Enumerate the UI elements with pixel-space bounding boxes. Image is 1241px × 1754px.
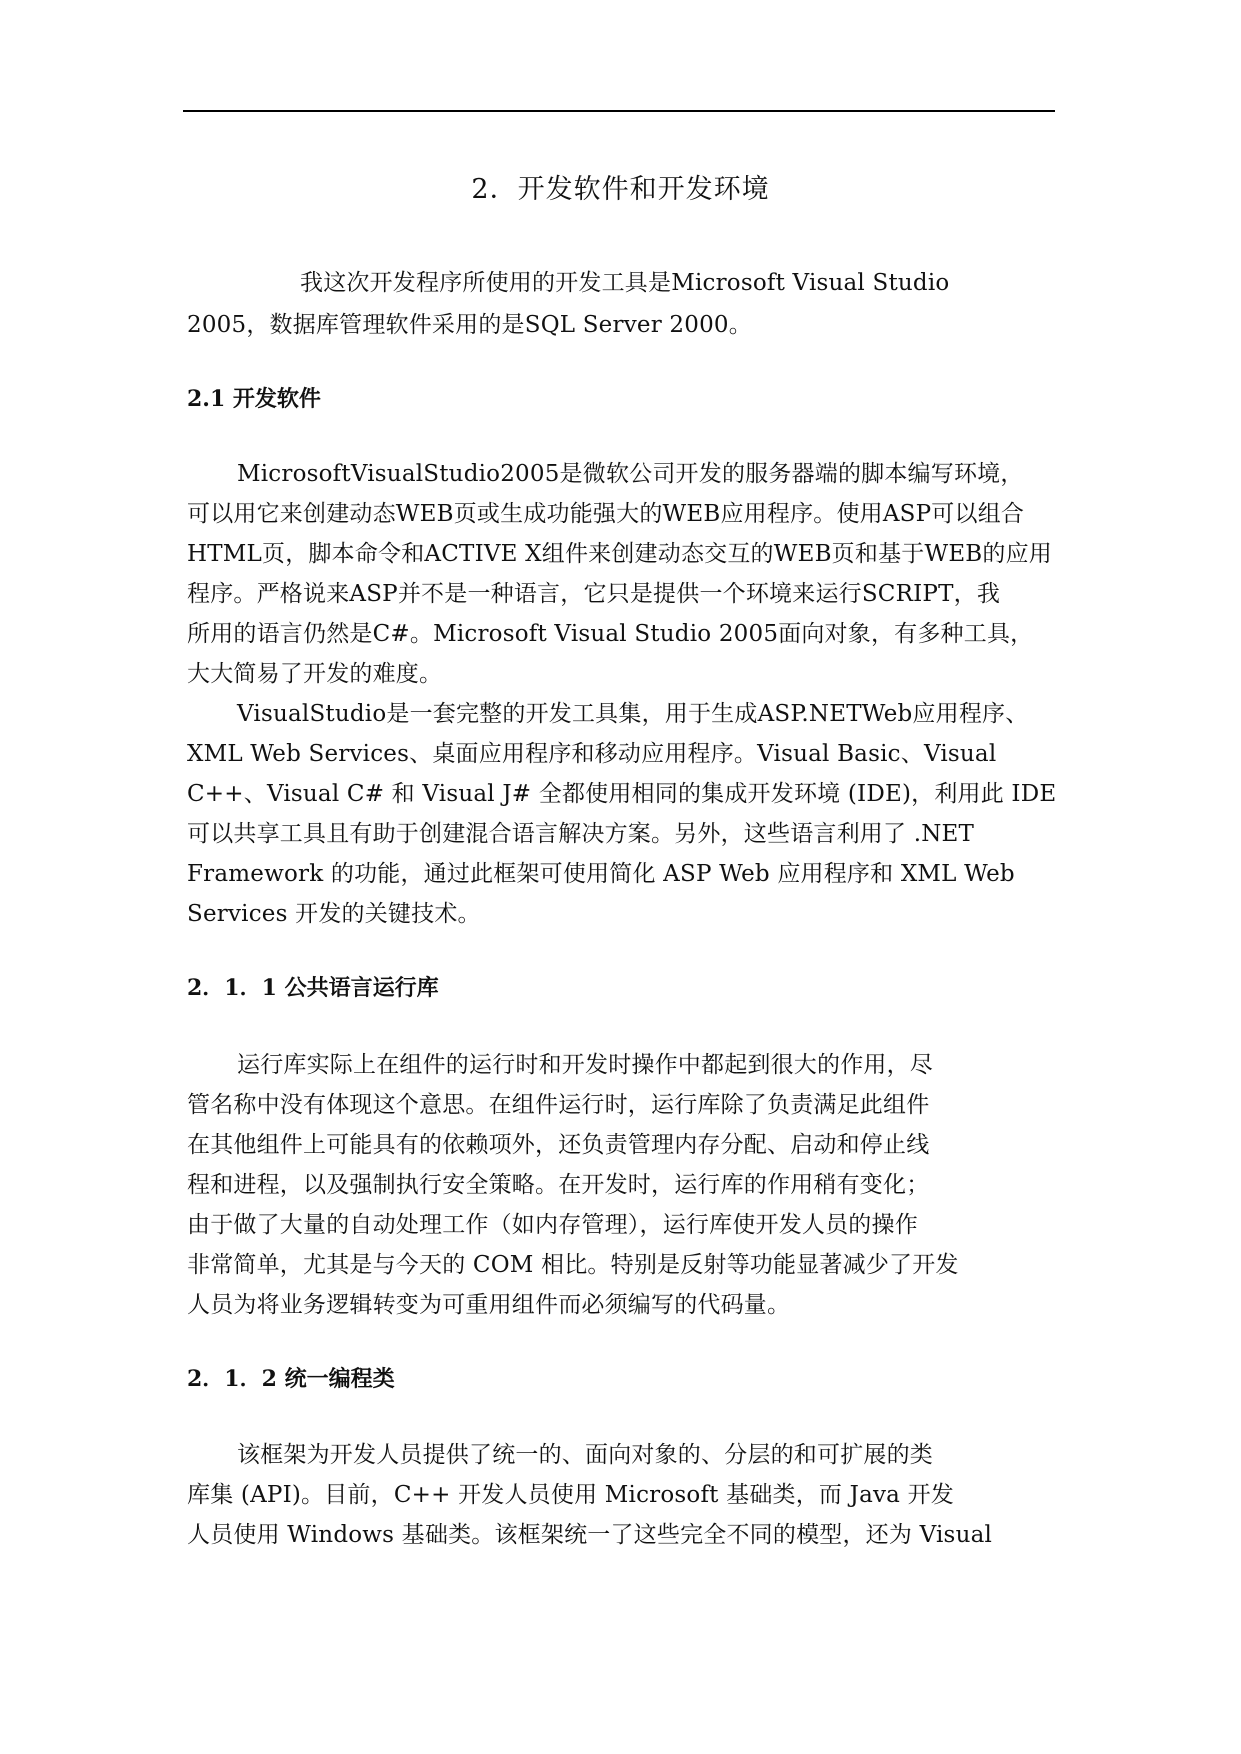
section-heading-2-1: 2.1 开发软件 [187,386,321,412]
paragraph-line: 库集 (API)。目前，C++ 开发人员使用 Microsoft 基础类，而 Java 开发 [187,1482,954,1508]
intro-line-1: 我这次开发程序所使用的开发工具是Microsoft Visual Studio [300,270,950,296]
paragraph-line: 可以共享工具且有助于创建混合语言解决方案。另外，这些语言利用了 .NET [187,821,975,847]
paragraph-line: 大大简易了开发的难度。 [187,661,443,687]
paragraph-line: Framework 的功能，通过此框架可使用简化 ASP Web 应用程序和 XML Web [187,861,1015,887]
paragraph-line: 非常简单，尤其是与今天的 COM 相比。特别是反射等功能显著减少了开发 [187,1252,959,1278]
chapter-title: 2．开发软件和开发环境 [471,174,770,205]
paragraph-line: 所用的语言仍然是C#。Microsoft Visual Studio 2005面向对象，有多种工具， [187,621,1034,647]
section-heading-2-1-2: 2．1．2 统一编程类 [187,1366,395,1392]
paragraph-line: 运行库实际上在组件的运行时和开发时操作中都起到很大的作用，尽 [237,1052,933,1078]
paragraph-line: 人员为将业务逻辑转变为可重用组件而必须编写的代码量。 [187,1292,791,1318]
paragraph-line: 可以用它来创建动态WEB页或生成功能强大的WEB应用程序。使用ASP可以组合 [187,501,1025,527]
paragraph-line: C++、Visual C# 和 Visual J# 全都使用相同的集成开发环境 (IDE)，利用此 IDE [187,781,1057,807]
paragraph-line: 程序。严格说来ASP并不是一种语言，它只是提供一个环境来运行SCRIPT，我 [187,581,1001,607]
paragraph-line: HTML页，脚本命令和ACTIVE X组件来创建动态交互的WEB页和基于WEB的应用 [187,541,1053,567]
paragraph-line: 在其他组件上可能具有的依赖项外，还负责管理内存分配、启动和停止线 [187,1132,930,1158]
paragraph-line: 管名称中没有体现这个意思。在组件运行时，运行库除了负责满足此组件 [187,1092,930,1118]
paragraph-line: XML Web Services、桌面应用程序和移动应用程序。Visual Basic、Visual [187,741,997,767]
section-heading-2-1-1: 2．1．1 公共语言运行库 [187,975,439,1001]
paragraph-line: 该框架为开发人员提供了统一的、面向对象的、分层的和可扩展的类 [237,1442,933,1468]
paragraph-line: 人员使用 Windows 基础类。该框架统一了这些完全不同的模型，还为 Visual [187,1522,993,1548]
paragraph-line: 由于做了大量的自动处理工作（如内存管理），运行库使开发人员的操作 [187,1212,918,1238]
paragraph-line: VisualStudio是一套完整的开发工具集，用于生成ASP.NETWeb应用程序、 [237,701,1029,727]
paragraph-line: MicrosoftVisualStudio2005是微软公司开发的服务器端的脚本编写环境， [237,461,1024,487]
paragraph-line: 程和进程，以及强制执行安全策略。在开发时，运行库的作用稍有变化； [187,1172,930,1198]
header-rule [183,110,1055,112]
intro-line-2: 2005，数据库管理软件采用的是SQL Server 2000。 [187,312,752,338]
paragraph-line: Services 开发的关键技术。 [187,901,481,927]
